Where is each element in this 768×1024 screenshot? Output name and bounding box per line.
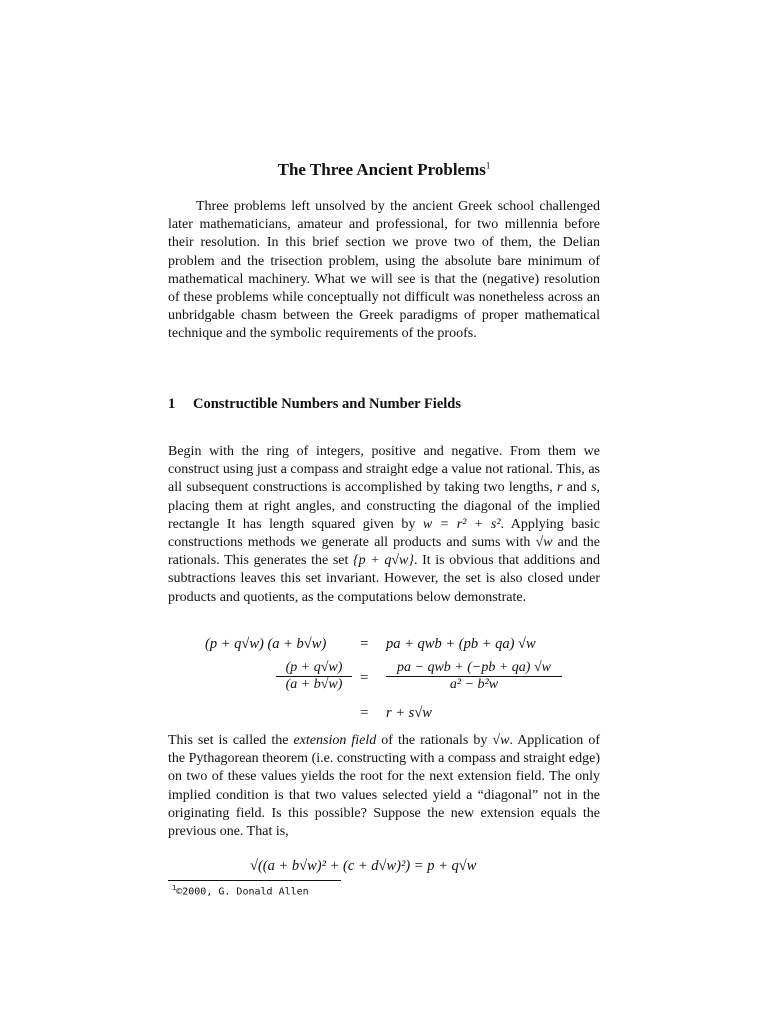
section-heading [168,396,600,413]
page-title [168,160,600,180]
body-paragraph-extension-field [168,732,600,841]
section-number: 1 [168,396,176,412]
equation-2-lhs-fraction [276,660,352,693]
body-paragraph-constructions [168,443,600,607]
equation-2-denominator: (a + b√w) [276,676,352,693]
equation-4: √((a + b√w)² + (c + d√w)²) = p + q√w [250,858,477,874]
equation-3-relation: = [360,705,369,721]
title-text: The Three Ancient Problems [277,160,486,179]
para2-text-3: , placing them at right angles, and constructing the diagonal of the implied rectangle It has length squared given by [168,480,601,532]
footnote-rule [168,880,341,881]
title-footnote-mark: 1 [485,160,491,171]
equation-2-rhs-fraction [386,660,562,693]
equation-1-lhs: (p + q√w) (a + b√w) [205,636,327,652]
footnote-text: ©2000, G. Donald Allen [176,886,309,898]
equation-1-relation: = [360,636,369,652]
para3-text-3: . Application of the Pythagorean theorem (i.e. constructing with a compass and straight edge) on two of these values yields the root for the next extension field. The only implied condition is that two values selected yield a “diagonal” not in the originating field. Is this possible? Suppose the new extension equals the previous one. That is, [168,733,600,840]
equation-1-rhs: pa + qwb + (pb + qa) √w [386,636,536,652]
formula-w: w = r² + s² [422,516,501,532]
equation-2-numerator: (p + q√w) [285,660,343,675]
var-s: s [591,480,597,496]
para2-text-4: . Applying basic constructions methods we generate all products and sums with [168,516,600,551]
term-extension-field: extension field [293,733,377,748]
para2-text-2: and [562,480,592,496]
sqrt-w: √w [535,535,553,551]
footnote [172,884,309,897]
para2-text-1: Begin with the ring of integers, positive and negative. From them we construct using just a compass and straight edge a value not rational. This, as all subsequent constructions is accomplished by taking two lengths, [168,444,600,496]
set-expression: {p + q√w} [353,553,414,569]
equation-2-rhs-numerator: pa − qwb + (−pb + qa) √w [397,660,551,675]
sqrt-w-2: √w [492,733,510,748]
footnote-mark: 1 [172,884,177,892]
section-title: Constructible Numbers and Number Fields [193,396,461,412]
para2-text-6: . It is obvious that additions and subtractions leaves this set invariant. However, the set is also closed under products and quotients, as the computations below demonstrate. [168,553,601,605]
intro-paragraph: Three problems left unsolved by the ancient Greek school challenged later mathematicians, amateur and professional, for two millennia before their resolution. In this brief section we prove two of them, the Delian problem and the trisection problem, using the absolute bare minimum of mathematical machinery. What we will see is that the (negative) resolution of these problems while conceptually not difficult was nonetheless across an unbridgable chasm between the Greek paradigms of proper mathematical technique and the symbolic requirements of the proofs. [168,199,600,342]
para3-text-1: This set is called the [168,733,294,748]
equation-2-rhs-denominator: a² − b²w [386,676,562,693]
para2-text-5: and the rationals. This generates the set [168,535,600,569]
para3-text-2: of the rationals by [376,733,493,748]
var-r: r [556,480,563,496]
equation-3-rhs: r + s√w [386,705,432,721]
equation-2-relation: = [360,670,369,686]
